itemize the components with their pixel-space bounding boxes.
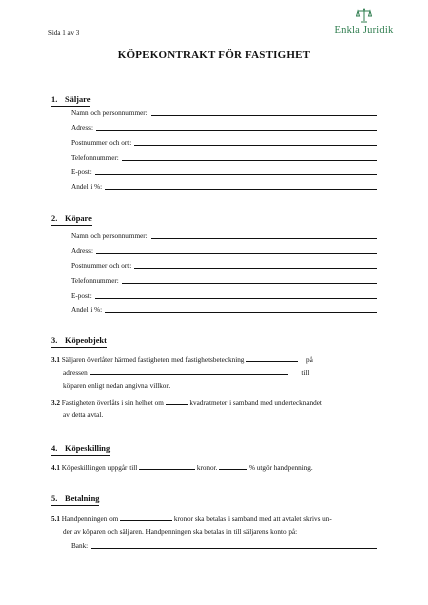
section-heading-price: 4. Köpeskilling bbox=[51, 444, 110, 453]
buyer-name-field[interactable]: Namn och personnummer: bbox=[71, 232, 377, 240]
clause-3-1-line-1: 3.1 Säljaren överlåter härmed fastigheten med fastighetsbeteckning på bbox=[51, 356, 313, 364]
clause-4-1: 4.1 Köpeskillingen uppgår till kronor. % utgör handpenning. bbox=[51, 464, 313, 472]
price-amount-blank[interactable] bbox=[139, 463, 195, 470]
page-indicator: Sida 1 av 3 bbox=[48, 29, 80, 37]
buyer-email-field[interactable]: E-post: bbox=[71, 292, 377, 300]
clause-5-1-line-1: 5.1 Handpenningen om kronor ska betalas i samband med att avtalet skrivs un- bbox=[51, 515, 332, 523]
buyer-phone-field[interactable]: Telefonnummer: bbox=[71, 277, 377, 285]
section-heading-object: 3. Köpeobjekt bbox=[51, 336, 107, 345]
section-heading-seller: 1. Säljare bbox=[51, 95, 90, 104]
clause-3-1-line-3: köparen enligt nedan angivna villkor. bbox=[63, 382, 171, 390]
scales-of-justice-icon bbox=[356, 8, 372, 23]
brand-logo bbox=[334, 8, 394, 36]
buyer-address-field[interactable]: Adress: bbox=[71, 247, 377, 255]
clause-3-2-line-2: av detta avtal. bbox=[63, 411, 104, 419]
deposit-percent-blank[interactable] bbox=[219, 463, 247, 470]
square-meters-blank[interactable] bbox=[166, 398, 188, 405]
seller-share-field[interactable]: Andel i %: bbox=[71, 183, 377, 191]
clause-3-2-line-1: 3.2 Fastigheten överlåts i sin helhet om kvadratmeter i samband med undertecknandet bbox=[51, 399, 322, 407]
seller-email-field[interactable]: E-post: bbox=[71, 168, 377, 176]
logo-text: Enkla Juridik bbox=[334, 25, 394, 36]
bank-field[interactable]: Bank: bbox=[71, 542, 377, 550]
section-heading-buyer: 2. Köpare bbox=[51, 214, 92, 223]
document-title: KÖPEKONTRAKT FÖR FASTIGHET bbox=[117, 49, 311, 61]
section-heading-payment: 5. Betalning bbox=[51, 494, 99, 503]
deposit-amount-blank[interactable] bbox=[120, 514, 172, 521]
buyer-share-field[interactable]: Andel i %: bbox=[71, 306, 377, 314]
seller-phone-field[interactable]: Telefonnummer: bbox=[71, 154, 377, 162]
seller-name-field[interactable]: Namn och personnummer: bbox=[71, 109, 377, 117]
buyer-postal-field[interactable]: Postnummer och ort: bbox=[71, 262, 377, 270]
property-designation-blank[interactable] bbox=[246, 355, 298, 362]
clause-3-1-line-2: adressen till bbox=[63, 369, 310, 377]
clause-5-1-line-2: der av köparen och säljaren. Handpenningen ska betalas in till säljarens konto på: bbox=[63, 528, 298, 536]
property-address-blank[interactable] bbox=[90, 368, 288, 375]
seller-postal-field[interactable]: Postnummer och ort: bbox=[71, 139, 377, 147]
seller-address-field[interactable]: Adress: bbox=[71, 124, 377, 132]
